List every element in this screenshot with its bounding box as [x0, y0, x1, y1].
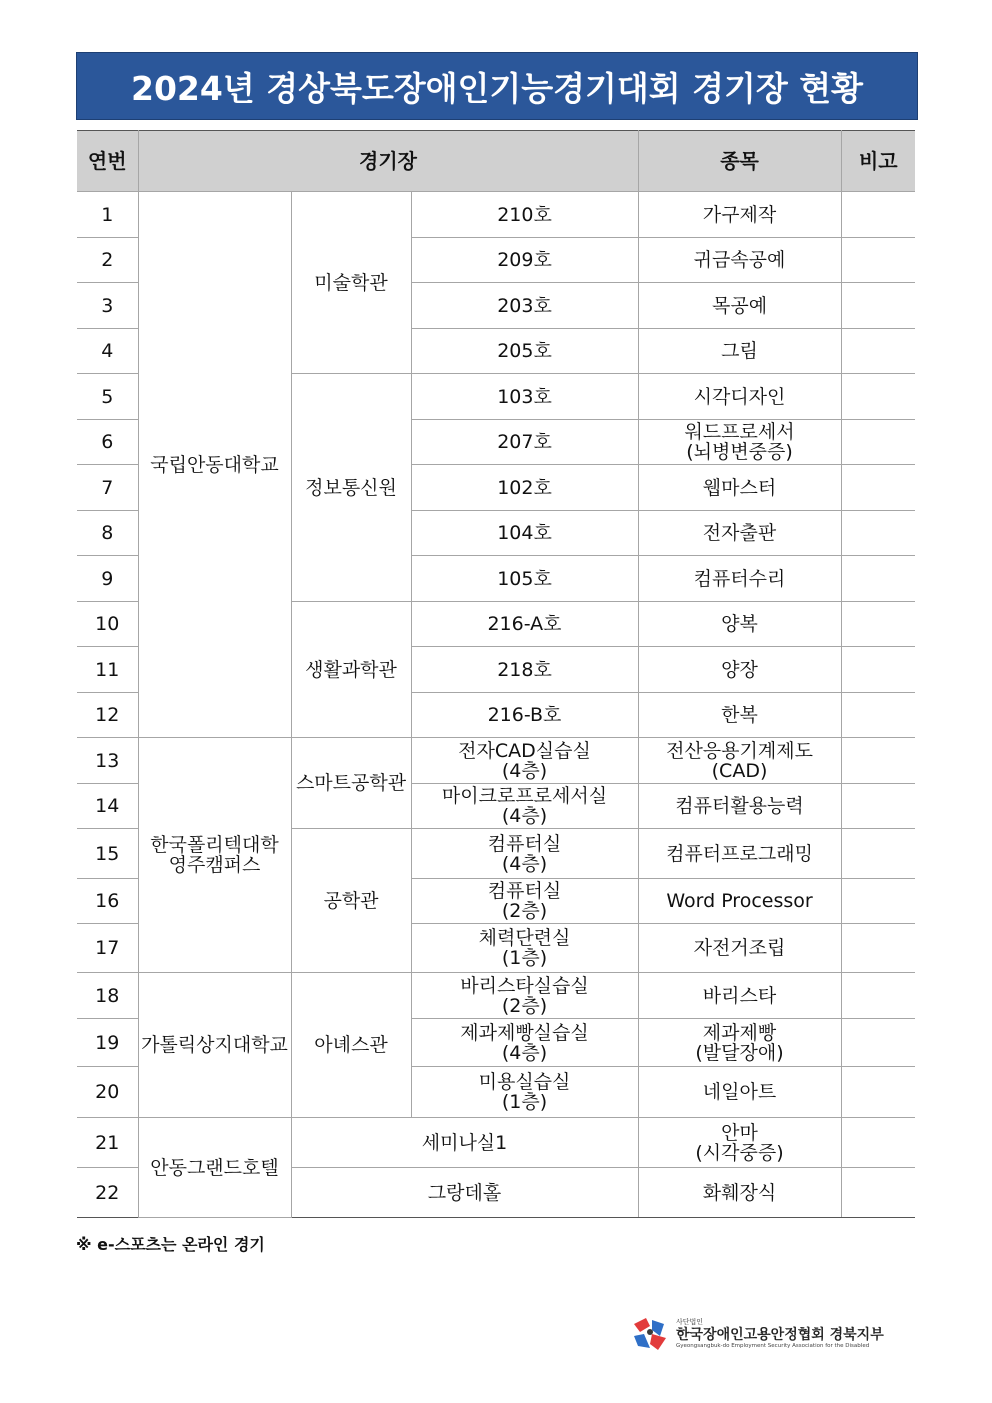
note-cell: [841, 1019, 915, 1067]
event-cell: 시각디자인: [638, 374, 841, 420]
logo-small-text: 사단법인: [676, 1317, 704, 1326]
room-cell: 210호: [411, 192, 638, 238]
table-row: [77, 192, 915, 238]
note-cell: [841, 1067, 915, 1118]
room-cell: 전자CAD실습실 (4층): [411, 738, 638, 784]
page-title-text: 2024년 경상북도장애인기능경기대회 경기장 현황: [131, 68, 863, 108]
row-no: 18: [77, 973, 138, 1019]
header-note: 비고: [841, 131, 915, 192]
note-cell: [841, 556, 915, 602]
room-cell: 103호: [411, 374, 638, 420]
school-cell: 한국폴리텍대학 영주캠퍼스: [138, 738, 291, 973]
room-cell: 마이크로프로세서실 (4층): [411, 784, 638, 829]
note-cell: [841, 647, 915, 693]
row-no: 9: [77, 556, 138, 602]
room-cell: 218호: [411, 647, 638, 693]
room-cell: 209호: [411, 238, 638, 283]
building-cell: 공학관: [291, 829, 411, 973]
row-no: 10: [77, 602, 138, 647]
event-cell: 컴퓨터프로그래밍: [638, 829, 841, 879]
event-cell: 전자출판: [638, 511, 841, 556]
room-cell: 세미나실1: [291, 1118, 638, 1168]
school-cell: 안동그랜드호텔: [138, 1118, 291, 1218]
note-cell: [841, 511, 915, 556]
room-cell: 216-A호: [411, 602, 638, 647]
building-cell: 미술학관: [291, 192, 411, 374]
event-cell: 제과제빵 (발달장애): [638, 1019, 841, 1067]
event-cell: 양복: [638, 602, 841, 647]
room-cell: 105호: [411, 556, 638, 602]
event-cell: 귀금속공예: [638, 238, 841, 283]
note-cell: [841, 973, 915, 1019]
event-cell: 화훼장식: [638, 1168, 841, 1218]
logo-mark-icon: [630, 1314, 670, 1354]
note-cell: [841, 693, 915, 738]
table-row: [77, 738, 915, 784]
row-no: 2: [77, 238, 138, 283]
event-cell: 목공예: [638, 283, 841, 329]
school-cell: 국립안동대학교: [138, 192, 291, 738]
row-no: 5: [77, 374, 138, 420]
note-cell: [841, 1168, 915, 1218]
building-cell: 아녜스관: [291, 973, 411, 1118]
event-cell: 바리스타: [638, 973, 841, 1019]
page-title: [76, 52, 918, 120]
header-no: 연번: [77, 131, 138, 192]
row-no: 4: [77, 329, 138, 374]
footnote: ※ e-스포츠는 온라인 경기: [76, 1235, 265, 1254]
row-no: 7: [77, 465, 138, 511]
event-cell: 양장: [638, 647, 841, 693]
table-row: [77, 973, 915, 1019]
header-event: 종목: [638, 131, 841, 192]
row-no: 6: [77, 420, 138, 465]
note-cell: [841, 374, 915, 420]
row-no: 8: [77, 511, 138, 556]
note-cell: [841, 283, 915, 329]
room-cell: 컴퓨터실 (2층): [411, 879, 638, 924]
event-cell: Word Processor: [638, 879, 841, 924]
event-cell: 네일아트: [638, 1067, 841, 1118]
room-cell: 제과제빵실습실 (4층): [411, 1019, 638, 1067]
room-cell: 203호: [411, 283, 638, 329]
row-no: 13: [77, 738, 138, 784]
room-cell: 207호: [411, 420, 638, 465]
event-cell: 전산응용기계제도 (CAD): [638, 738, 841, 784]
event-cell: 자전거조립: [638, 924, 841, 973]
event-cell: 안마 (시각중증): [638, 1118, 841, 1168]
event-cell: 웹마스터: [638, 465, 841, 511]
venue-table: [77, 130, 915, 1218]
logo-text-block: [676, 1319, 884, 1350]
row-no: 15: [77, 829, 138, 879]
organization-logo: [630, 1312, 884, 1356]
room-cell: 바리스타실습실 (2층): [411, 973, 638, 1019]
row-no: 22: [77, 1168, 138, 1218]
note-cell: [841, 738, 915, 784]
row-no: 1: [77, 192, 138, 238]
building-cell: 스마트공학관: [291, 738, 411, 829]
event-cell: 컴퓨터활용능력: [638, 784, 841, 829]
room-cell: 104호: [411, 511, 638, 556]
row-no: 20: [77, 1067, 138, 1118]
header-venue: 경기장: [138, 131, 638, 192]
row-no: 3: [77, 283, 138, 329]
note-cell: [841, 602, 915, 647]
row-no: 19: [77, 1019, 138, 1067]
row-no: 16: [77, 879, 138, 924]
room-cell: 205호: [411, 329, 638, 374]
note-cell: [841, 238, 915, 283]
logo-english-name: Gyeongsangbuk-do Employment Security Association for the Disabled: [676, 1342, 870, 1349]
note-cell: [841, 192, 915, 238]
row-no: 11: [77, 647, 138, 693]
building-cell: 생활과학관: [291, 602, 411, 738]
school-cell: 가톨릭상지대학교: [138, 973, 291, 1118]
row-no: 12: [77, 693, 138, 738]
table-header-row: [77, 131, 915, 192]
note-cell: [841, 784, 915, 829]
room-cell: 그랑데홀: [291, 1168, 638, 1218]
event-cell: 가구제작: [638, 192, 841, 238]
room-cell: 216-B호: [411, 693, 638, 738]
event-cell: 컴퓨터수리: [638, 556, 841, 602]
room-cell: 체력단련실 (1층): [411, 924, 638, 973]
event-cell: 그림: [638, 329, 841, 374]
note-cell: [841, 924, 915, 973]
note-cell: [841, 829, 915, 879]
room-cell: 컴퓨터실 (4층): [411, 829, 638, 879]
event-cell: 한복: [638, 693, 841, 738]
row-no: 14: [77, 784, 138, 829]
room-cell: 102호: [411, 465, 638, 511]
building-cell: 정보통신원: [291, 374, 411, 602]
event-cell: 워드프로세서 (뇌병변중증): [638, 420, 841, 465]
note-cell: [841, 465, 915, 511]
note-cell: [841, 1118, 915, 1168]
row-no: 21: [77, 1118, 138, 1168]
table-row: [77, 1118, 915, 1168]
note-cell: [841, 329, 915, 374]
note-cell: [841, 420, 915, 465]
note-cell: [841, 879, 915, 924]
logo-name: 한국장애인고용안정협회 경북지부: [676, 1326, 884, 1343]
room-cell: 미용실습실 (1층): [411, 1067, 638, 1118]
row-no: 17: [77, 924, 138, 973]
